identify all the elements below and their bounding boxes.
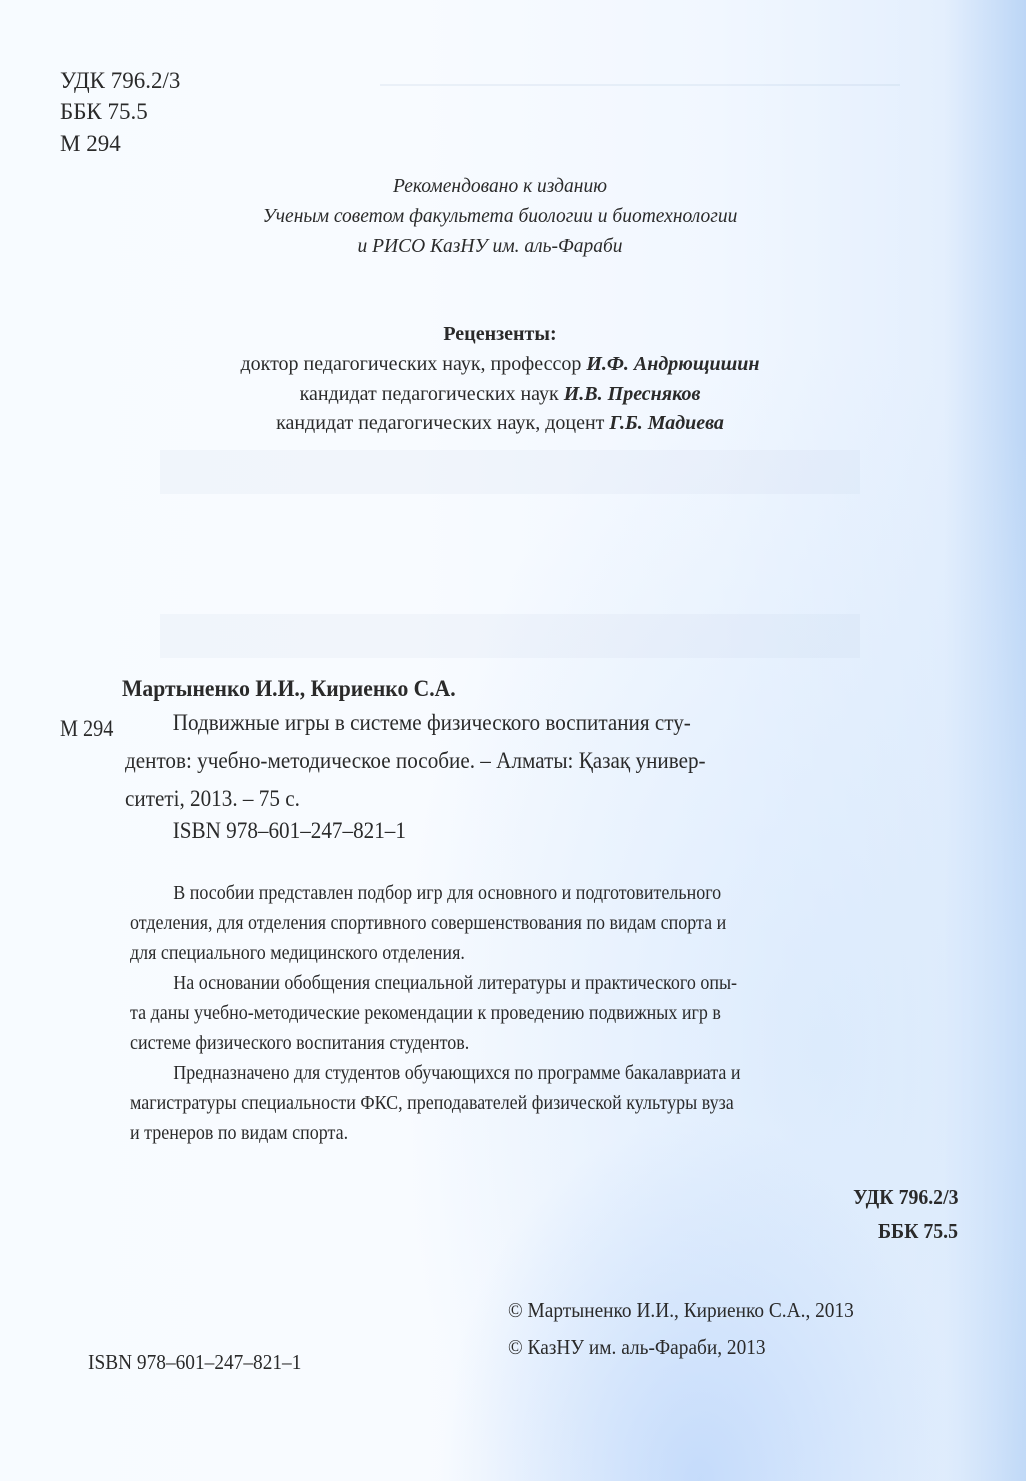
reviewer-item [0, 350, 1000, 379]
abstract-line: та даны учебно-методические рекомендации к проведению подвижных игр в [130, 1002, 721, 1024]
reviewer-name: Г.Б. Мадиева [609, 412, 724, 434]
copyright-line: © КазНУ им. аль-Фараби, 2013 [508, 1335, 766, 1359]
reviewer-title: доктор педагогических наук, профессор [240, 353, 587, 375]
abstract-line: На основании обобщения специальной литературы и практического опы- [173, 972, 738, 994]
recommendation-line: Ученым советом факультета биологии и биотехнологии [262, 206, 738, 227]
abstract-line: магистратуры специальности ФКС, преподавателей физической культуры вуза [130, 1092, 734, 1114]
recommendation-line: и РИСО КазНУ им. аль-Фараби [357, 236, 623, 257]
author-mark: М 294 [60, 131, 121, 156]
reviewer-name: И.В. Пресняков [563, 383, 701, 405]
abstract-line: и тренеров по видам спорта. [130, 1122, 349, 1144]
biblio-line: ситеті, 2013. – 75 с. [125, 786, 300, 812]
authors-heading: Мартыненко И.И., Кириенко С.А. [122, 676, 456, 702]
abstract-line: отделения, для отделения спортивного совершенствования по видам спорта и [130, 912, 727, 934]
copyright-line: © Мартыненко И.И., Кириенко С.А., 2013 [508, 1298, 854, 1322]
bbk-code-bottom: ББК 75.5 [877, 1219, 958, 1243]
bbk-code: ББК 75.5 [60, 99, 148, 124]
show-through-text [380, 58, 900, 86]
biblio-line: дентов: учебно-методическое пособие. – Алматы: Қазақ универ- [125, 748, 706, 774]
isbn-bottom: ISBN 978–601–247–821–1 [88, 1350, 302, 1374]
abstract-line: Предназначено для студентов обучающихся по программе бакалавриата и [173, 1062, 741, 1084]
biblio-isbn: ISBN 978–601–247–821–1 [172, 818, 406, 844]
abstract [130, 878, 960, 1148]
reviewer-title: кандидат педагогических наук, доцент [276, 412, 610, 434]
udk-code: УДК 796.2/3 [60, 68, 181, 93]
bibliographic-description [125, 704, 955, 850]
reviewer-item [0, 409, 1000, 438]
reviewers-heading: Рецензенты: [443, 323, 557, 345]
abstract-line: системе физического воспитания студентов. [130, 1032, 470, 1054]
recommendation-line: Рекомендовано к изданию [393, 176, 607, 197]
abstract-line: В пособии представлен подбор игр для основного и подготовительного [173, 882, 722, 904]
reviewer-item [0, 380, 1000, 409]
reviewer-title: кандидат педагогических наук [299, 383, 564, 405]
abstract-line: для специального медицинского отделения. [130, 942, 465, 964]
record-mark: М 294 [60, 716, 114, 741]
show-through-title [160, 450, 860, 658]
udk-code-bottom: УДК 796.2/3 [852, 1185, 958, 1209]
biblio-line: Подвижные игры в системе физического воспитания сту- [172, 710, 691, 736]
reviewer-name: И.Ф. Андрющишин [586, 353, 760, 375]
